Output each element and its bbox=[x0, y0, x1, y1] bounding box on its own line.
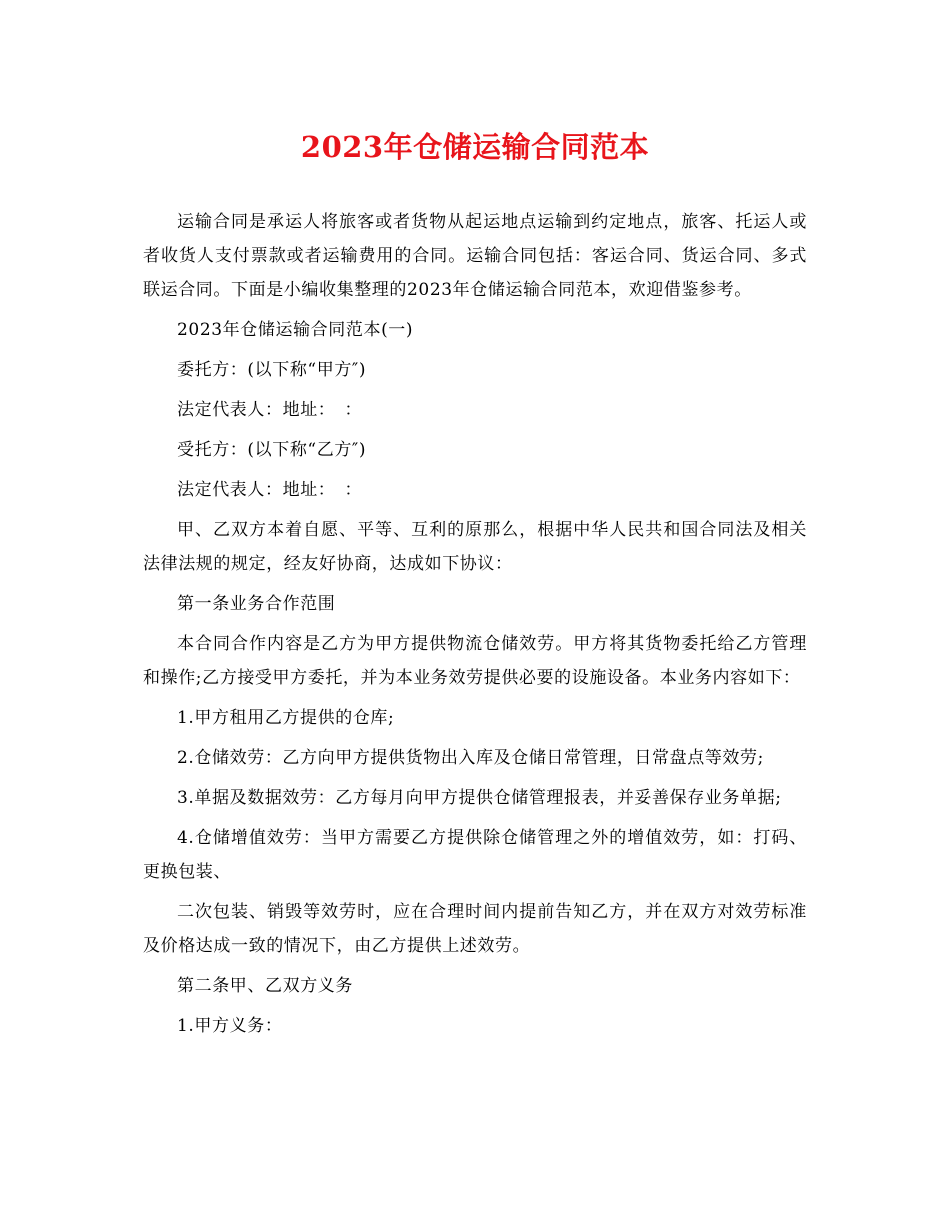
paragraph-client-rep: 法定代表人：地址： ： bbox=[177, 400, 363, 420]
paragraph-intro: 运输合同是承运人将旅客或者货物从起运地点运输到约定地点，旅客、托运人或者收货人支付票款或者运输费用的合同。运输合同包括：客运合同、货运合同、多式联运合同。下面是小编收集整理的2023年仓储运输合同范本，欢迎借鉴参考。 bbox=[143, 212, 807, 300]
paragraph-item-4: 4.仓储增值效劳：当甲方需要乙方提供除仓储管理之外的增值效劳，如：打码、更换包装、 bbox=[143, 828, 807, 882]
paragraph-article-2-heading: 第二条甲、乙双方义务 bbox=[177, 976, 353, 996]
paragraph-item-4-cont: 二次包装、销毁等效劳时，应在合理时间内提前告知乙方，并在双方对效劳标准及价格达成一致的情况下，由乙方提供上述效劳。 bbox=[143, 902, 807, 956]
paragraph-item-3: 3.单据及数据效劳：乙方每月向甲方提供仓储管理报表，并妥善保存业务单据; bbox=[177, 788, 782, 808]
paragraph-contractor: 受托方：(以下称“乙方″) bbox=[177, 440, 367, 460]
paragraph-party-a-duties: 1.甲方义务： bbox=[177, 1016, 283, 1036]
paragraph-section-heading: 2023年仓储运输合同范本(一) bbox=[177, 320, 414, 340]
paragraph-article-1-body: 本合同合作内容是乙方为甲方提供物流仓储效劳。甲方将其货物委托给乙方管理和操作;乙方接受甲方委托，并为本业务效劳提供必要的设施设备。本业务内容如下： bbox=[143, 634, 807, 688]
paragraph-client: 委托方：(以下称“甲方″) bbox=[177, 360, 367, 380]
paragraph-item-1: 1.甲方租用乙方提供的仓库; bbox=[177, 708, 395, 728]
paragraph-article-1-heading: 第一条业务合作范围 bbox=[177, 594, 336, 614]
paragraph-agreement: 甲、乙双方本着自愿、平等、互利的原那么，根据中华人民共和国合同法及相关法律法规的规定，经友好协商，达成如下协议： bbox=[143, 520, 807, 574]
document-body bbox=[143, 205, 807, 1049]
paragraph-contractor-rep: 法定代表人：地址： ： bbox=[177, 480, 363, 500]
document-title: 2023年仓储运输合同范本 bbox=[300, 130, 650, 164]
paragraph-item-2: 2.仓储效劳：乙方向甲方提供货物出入库及仓储日常管理，日常盘点等效劳; bbox=[177, 748, 764, 768]
